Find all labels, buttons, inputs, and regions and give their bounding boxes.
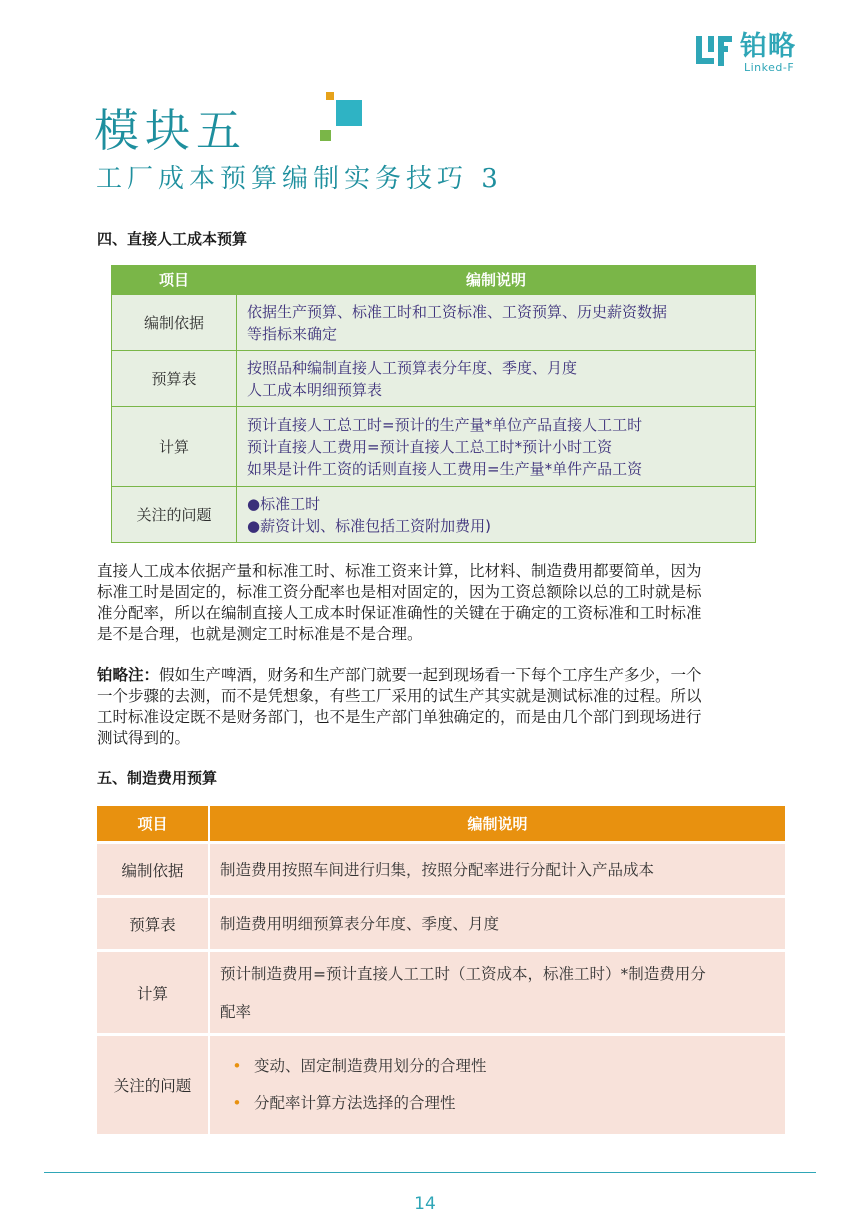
row-desc: 制造费用明细预算表分年度、季度、月度 xyxy=(210,895,785,949)
table-row xyxy=(112,487,756,543)
row-item: 关注的问题 xyxy=(112,487,237,543)
row-desc xyxy=(237,407,756,487)
row-item: 预算表 xyxy=(97,895,210,949)
page-number: 14 xyxy=(414,1194,436,1214)
paragraph-line: 工时标准设定既不是财务部门，也不是生产部门单独确定的，而是由几个部门到现场进行 xyxy=(97,708,702,726)
note-lead: 铂略注： xyxy=(97,666,160,684)
row-desc xyxy=(210,949,785,1033)
brand-name-en: Linked-F xyxy=(744,61,795,74)
brand-name-cn: 铂略 xyxy=(740,31,796,62)
row-item: 计算 xyxy=(97,949,210,1033)
table-header-row xyxy=(112,266,756,295)
desc-line: 预计直接人工总工时=预计的生产量*单位产品直接人工工时 xyxy=(247,415,643,434)
col-header-desc: 编制说明 xyxy=(237,266,756,295)
decor-square-orange xyxy=(326,92,334,100)
table-row xyxy=(97,841,785,895)
paragraph-line: 准分配率，所以在编制直接人工成本时保证准确性的关键在于确定的工资标准和工时标准 xyxy=(97,604,702,622)
section5-heading: 五、制造费用预算 xyxy=(97,769,218,787)
direct-labor-paragraph xyxy=(97,561,757,645)
paragraph-line: 测试得到的。 xyxy=(97,729,191,747)
direct-labor-table xyxy=(111,265,756,543)
col-header-item: 项目 xyxy=(112,266,237,295)
row-item: 预算表 xyxy=(112,351,237,407)
section4-heading: 四、直接人工成本预算 xyxy=(97,230,248,248)
desc-line: 等指标来确定 xyxy=(247,324,338,343)
paragraph-line: 直接人工成本依据产量和标准工时、标准工资来计算，比材料、制造费用都要简单，因为 xyxy=(97,562,702,580)
desc-line: 预计直接人工费用=预计直接人工总工时*预计小时工资 xyxy=(247,437,613,456)
row-desc xyxy=(237,295,756,351)
row-item: 编制依据 xyxy=(112,295,237,351)
linkedf-note xyxy=(97,665,757,749)
desc-line: 预计制造费用=预计直接人工工时（工资成本，标准工时）*制造费用分 xyxy=(220,964,706,983)
list-item xyxy=(220,1085,784,1122)
table-row xyxy=(112,351,756,407)
paragraph-line xyxy=(97,665,757,686)
manufacturing-overhead-table xyxy=(97,806,785,1134)
list-item xyxy=(220,1048,784,1085)
linked-f-logo-icon xyxy=(694,32,734,72)
desc-line: 依据生产预算、标准工时和工资标准、工资预算、历史薪资数据 xyxy=(247,302,668,321)
col-header-desc: 编制说明 xyxy=(210,806,785,841)
row-desc xyxy=(237,351,756,407)
desc-line: ●标准工时 xyxy=(247,494,321,513)
decor-square-teal xyxy=(336,100,362,126)
desc-line: 配率 xyxy=(220,1002,252,1021)
table-row xyxy=(97,949,785,1033)
table-row xyxy=(97,1033,785,1134)
footer-divider xyxy=(44,1172,816,1173)
col-header-item: 项目 xyxy=(97,806,210,841)
bullet-icon: • xyxy=(232,1057,242,1075)
table-header-row xyxy=(97,806,785,841)
row-desc: 制造费用按照车间进行归集，按照分配率进行分配计入产品成本 xyxy=(210,841,785,895)
paragraph-line: 标准工时是固定的，标准工资分配率也是相对固定的，因为工资总额除以总的工时就是标 xyxy=(97,583,702,601)
row-item: 关注的问题 xyxy=(97,1033,210,1134)
paragraph-line: 是不是合理，也就是测定工时标准是不是合理。 xyxy=(97,625,423,643)
module-subtitle: 工厂成本预算编制实务技巧 3 xyxy=(96,164,503,194)
row-item: 计算 xyxy=(112,407,237,487)
row-desc xyxy=(237,487,756,543)
desc-line: ●薪资计划、标准包括工资附加费用) xyxy=(247,516,491,535)
decor-square-green xyxy=(320,130,331,141)
table-row xyxy=(97,895,785,949)
desc-line: 如果是计件工资的话则直接人工费用=生产量*单件产品工资 xyxy=(247,459,643,478)
note-text: 假如生产啤酒，财务和生产部门就要一起到现场看一下每个工序生产多少，一个 xyxy=(159,666,702,684)
paragraph-line: 一个步骤的去测，而不是凭想象，有些工厂采用的试生产其实就是测试标准的过程。所以 xyxy=(97,687,702,705)
desc-line: 人工成本明细预算表 xyxy=(247,380,383,399)
table-row xyxy=(112,295,756,351)
row-item: 编制依据 xyxy=(97,841,210,895)
module-title: 模块五 xyxy=(94,104,248,157)
bullet-text: 分配率计算方法选择的合理性 xyxy=(254,1094,456,1112)
desc-line: 按照品种编制直接人工预算表分年度、季度、月度 xyxy=(247,358,578,377)
brand-logo xyxy=(694,32,806,74)
bullet-icon: • xyxy=(232,1094,242,1112)
row-desc xyxy=(210,1033,785,1134)
table-row xyxy=(112,407,756,487)
bullet-text: 变动、固定制造费用划分的合理性 xyxy=(254,1057,487,1075)
